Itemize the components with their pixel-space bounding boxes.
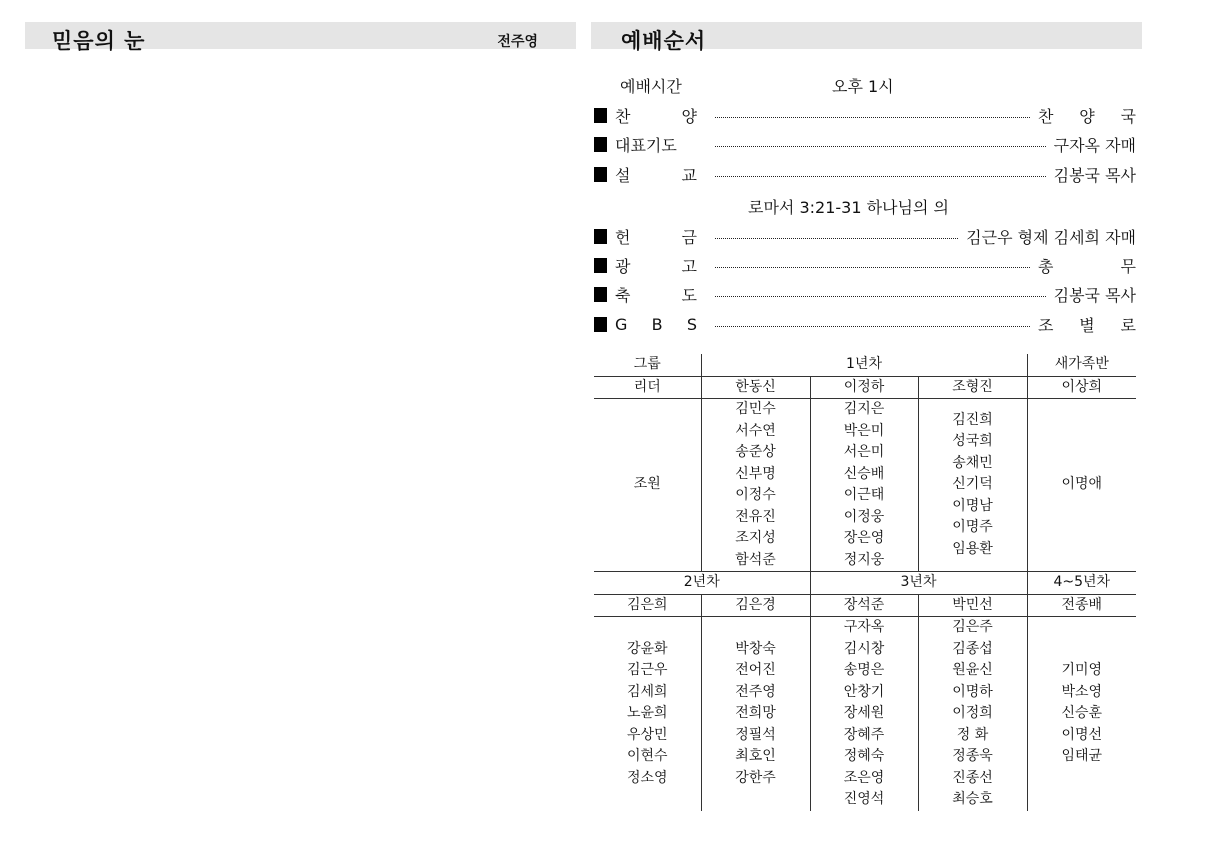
dotted-leader [715, 267, 1030, 268]
order-label-char: 설 [615, 165, 631, 185]
service-time-row [594, 74, 1136, 96]
member-name: 김지은 [843, 401, 885, 417]
order-value-char: 찬 [1038, 106, 1054, 126]
member-name: 정필석 [735, 726, 776, 743]
member-name: 최승호 [952, 791, 993, 807]
order-item-benediction [594, 283, 1136, 305]
member-name: 진종선 [952, 769, 993, 786]
order-value-char: 조 [1038, 315, 1054, 335]
member-name: 이명주 [952, 519, 993, 536]
order-label: 대표기도 [615, 135, 677, 155]
member-list-cell [594, 617, 701, 812]
member-name: 원윤신 [952, 662, 993, 678]
table-row [594, 354, 1136, 376]
order-value-char: 별 [1079, 315, 1095, 335]
member-name: 김민수 [735, 401, 776, 417]
dotted-leader [715, 326, 1030, 327]
order-label [615, 254, 707, 277]
member-name: 서은미 [843, 444, 885, 460]
member-name: 김종섭 [952, 640, 993, 657]
member-name: 김진희 [952, 411, 993, 428]
member-name: 이명하 [952, 683, 993, 700]
leader-cell: 한동신 [701, 376, 810, 399]
leader-cell: 전종배 [1027, 594, 1136, 617]
member-name: 임용환 [952, 540, 993, 557]
newfamily-header-cell: 새가족반 [1027, 354, 1136, 376]
service-order-title: 예배순서 [621, 29, 707, 53]
order-value-char: 국 [1120, 106, 1136, 126]
member-name: 송준상 [735, 444, 776, 460]
member-name: 진영석 [843, 791, 885, 807]
member-name: 전어진 [735, 662, 776, 679]
member-name: 김근우 [626, 662, 668, 679]
member-name: 전유진 [735, 508, 776, 525]
member-name: 장은영 [843, 530, 885, 546]
order-item-offering [594, 225, 1136, 247]
leader-cell: 장석준 [810, 594, 918, 617]
leader-cell: 이정하 [810, 376, 918, 399]
bullet-square-icon [594, 258, 607, 273]
dotted-leader [715, 117, 1030, 118]
order-label-char: 양 [681, 106, 697, 126]
leader-label-cell: 리더 [594, 376, 701, 399]
order-label-char: 축 [615, 285, 631, 305]
order-value: 김봉국 목사 [1053, 285, 1136, 305]
member-name: 신승배 [843, 465, 885, 482]
member-name: 박은미 [843, 422, 885, 439]
member-list-cell [810, 399, 918, 572]
member-name: 송채민 [952, 454, 993, 471]
member-name: 정혜숙 [843, 748, 885, 764]
order-label [615, 315, 707, 334]
order-value-char: 양 [1079, 106, 1095, 126]
member-name: 정종욱 [952, 748, 993, 764]
service-time-label: 예배시간 [620, 76, 682, 96]
order-label [615, 225, 707, 248]
order-label-char: G [615, 314, 628, 334]
order-label-char: S [686, 314, 697, 334]
left-page-author: 전주영 [497, 34, 538, 50]
member-name: 신승훈 [1061, 705, 1103, 722]
scripture-row [594, 195, 1136, 217]
member-label-cell: 조원 [633, 476, 661, 493]
order-item-gbs [594, 313, 1136, 335]
gbs-group-table [594, 354, 1136, 811]
order-value-char: 로 [1120, 315, 1136, 335]
member-name: 김세희 [626, 683, 668, 700]
member-list-cell [1027, 399, 1136, 572]
member-name: 최호인 [735, 748, 776, 765]
order-label-char: 고 [681, 256, 697, 276]
table-row [594, 572, 1136, 595]
member-name: 장세원 [843, 705, 885, 721]
order-value [1038, 313, 1136, 336]
table-row [594, 399, 1136, 572]
member-name: 신기덕 [952, 476, 993, 493]
order-label-char: 금 [681, 227, 697, 247]
member-name: 노윤희 [626, 705, 668, 722]
order-label-char: 헌 [615, 227, 631, 247]
member-name: 정지웅 [843, 551, 885, 568]
member-name: 우상민 [626, 726, 668, 743]
order-label-char: 도 [681, 285, 697, 305]
member-name: 이근태 [843, 487, 885, 503]
bullet-square-icon [594, 317, 607, 332]
member-name: 박소영 [1061, 683, 1103, 700]
table-row [594, 617, 1136, 812]
service-time-value: 오후 1시 [832, 76, 894, 96]
member-name: 강한주 [735, 769, 776, 786]
member-name: 안창기 [843, 683, 885, 700]
order-item-sermon [594, 163, 1136, 185]
order-value [1038, 104, 1136, 127]
member-list-cell [701, 617, 810, 812]
member-name: 강윤화 [626, 640, 668, 657]
order-item-praise [594, 104, 1136, 126]
order-label [615, 163, 707, 186]
order-value-char: 무 [1120, 256, 1136, 276]
bullet-square-icon [594, 137, 607, 152]
member-name: 정소영 [626, 769, 668, 786]
order-item-announcements [594, 254, 1136, 276]
member-name: 김시창 [843, 640, 885, 657]
order-label-char: 광 [615, 256, 631, 276]
leader-cell: 이상희 [1027, 376, 1136, 399]
order-label-char: B [651, 314, 663, 334]
member-name: 서수연 [735, 422, 776, 439]
bullet-square-icon [594, 108, 607, 123]
member-list-cell [918, 399, 1027, 572]
dotted-leader [715, 238, 958, 239]
group-label-cell: 그룹 [594, 354, 701, 376]
leader-cell: 김은경 [701, 594, 810, 617]
member-name: 신부명 [735, 465, 776, 482]
member-name: 이정수 [735, 487, 776, 503]
order-value: 구자옥 자매 [1053, 135, 1136, 155]
member-name: 이정웅 [843, 508, 885, 525]
scripture-reference: 로마서 3:21-31 하나님의 의 [748, 197, 949, 217]
member-name: 성국희 [952, 433, 993, 450]
member-name: 이명선 [1061, 726, 1103, 743]
bullet-square-icon [594, 287, 607, 302]
member-list-cell [810, 617, 918, 812]
dotted-leader [715, 146, 1046, 147]
leader-cell: 조형진 [918, 376, 1027, 399]
order-value [1038, 254, 1136, 277]
year3-header-cell: 3년차 [810, 572, 1027, 595]
member-name: 함석준 [735, 551, 776, 568]
order-label-char: 교 [681, 165, 697, 185]
leader-cell: 김은희 [594, 594, 701, 617]
dotted-leader [715, 296, 1046, 297]
order-label [615, 283, 707, 306]
member-name: 장혜주 [843, 726, 885, 743]
member-name: 이명애 [1061, 476, 1103, 493]
member-name: 전주영 [735, 683, 776, 700]
bullet-square-icon [594, 167, 607, 182]
left-page-header [25, 22, 576, 53]
member-name: 김은주 [952, 619, 993, 635]
member-name: 임태균 [1061, 748, 1103, 765]
leader-cell: 박민선 [918, 594, 1027, 617]
order-label-char: 찬 [615, 106, 631, 126]
member-name: 이현수 [626, 748, 668, 765]
year1-header-cell: 1년차 [701, 354, 1027, 376]
member-name: 이명남 [952, 497, 993, 514]
member-name: 기미영 [1061, 662, 1103, 679]
dotted-leader [715, 176, 1046, 177]
member-name: 조은영 [843, 769, 885, 786]
order-label [615, 104, 707, 127]
table-row [594, 376, 1136, 399]
member-name: 정 화 [956, 726, 989, 743]
left-page-title: 믿음의 눈 [52, 29, 146, 53]
member-name: 박창숙 [735, 640, 776, 657]
bullet-square-icon [594, 229, 607, 244]
member-name: 조지성 [735, 530, 776, 546]
order-item-prayer [594, 133, 1136, 155]
member-name: 전희망 [735, 705, 776, 722]
order-value-char: 총 [1038, 256, 1054, 276]
member-name: 송명은 [843, 662, 885, 678]
year2-header-cell: 2년차 [594, 572, 810, 595]
member-list-cell [701, 399, 810, 572]
table-row [594, 594, 1136, 617]
member-list-cell [1027, 617, 1136, 812]
order-value: 김근우 형제 김세희 자매 [966, 227, 1136, 247]
order-value: 김봉국 목사 [1053, 165, 1136, 185]
member-list-cell [918, 617, 1027, 812]
member-name: 이정희 [952, 705, 993, 721]
year45-header-cell: 4~5년차 [1027, 572, 1136, 595]
right-page-header [591, 22, 1142, 53]
member-name: 구자옥 [843, 619, 885, 635]
